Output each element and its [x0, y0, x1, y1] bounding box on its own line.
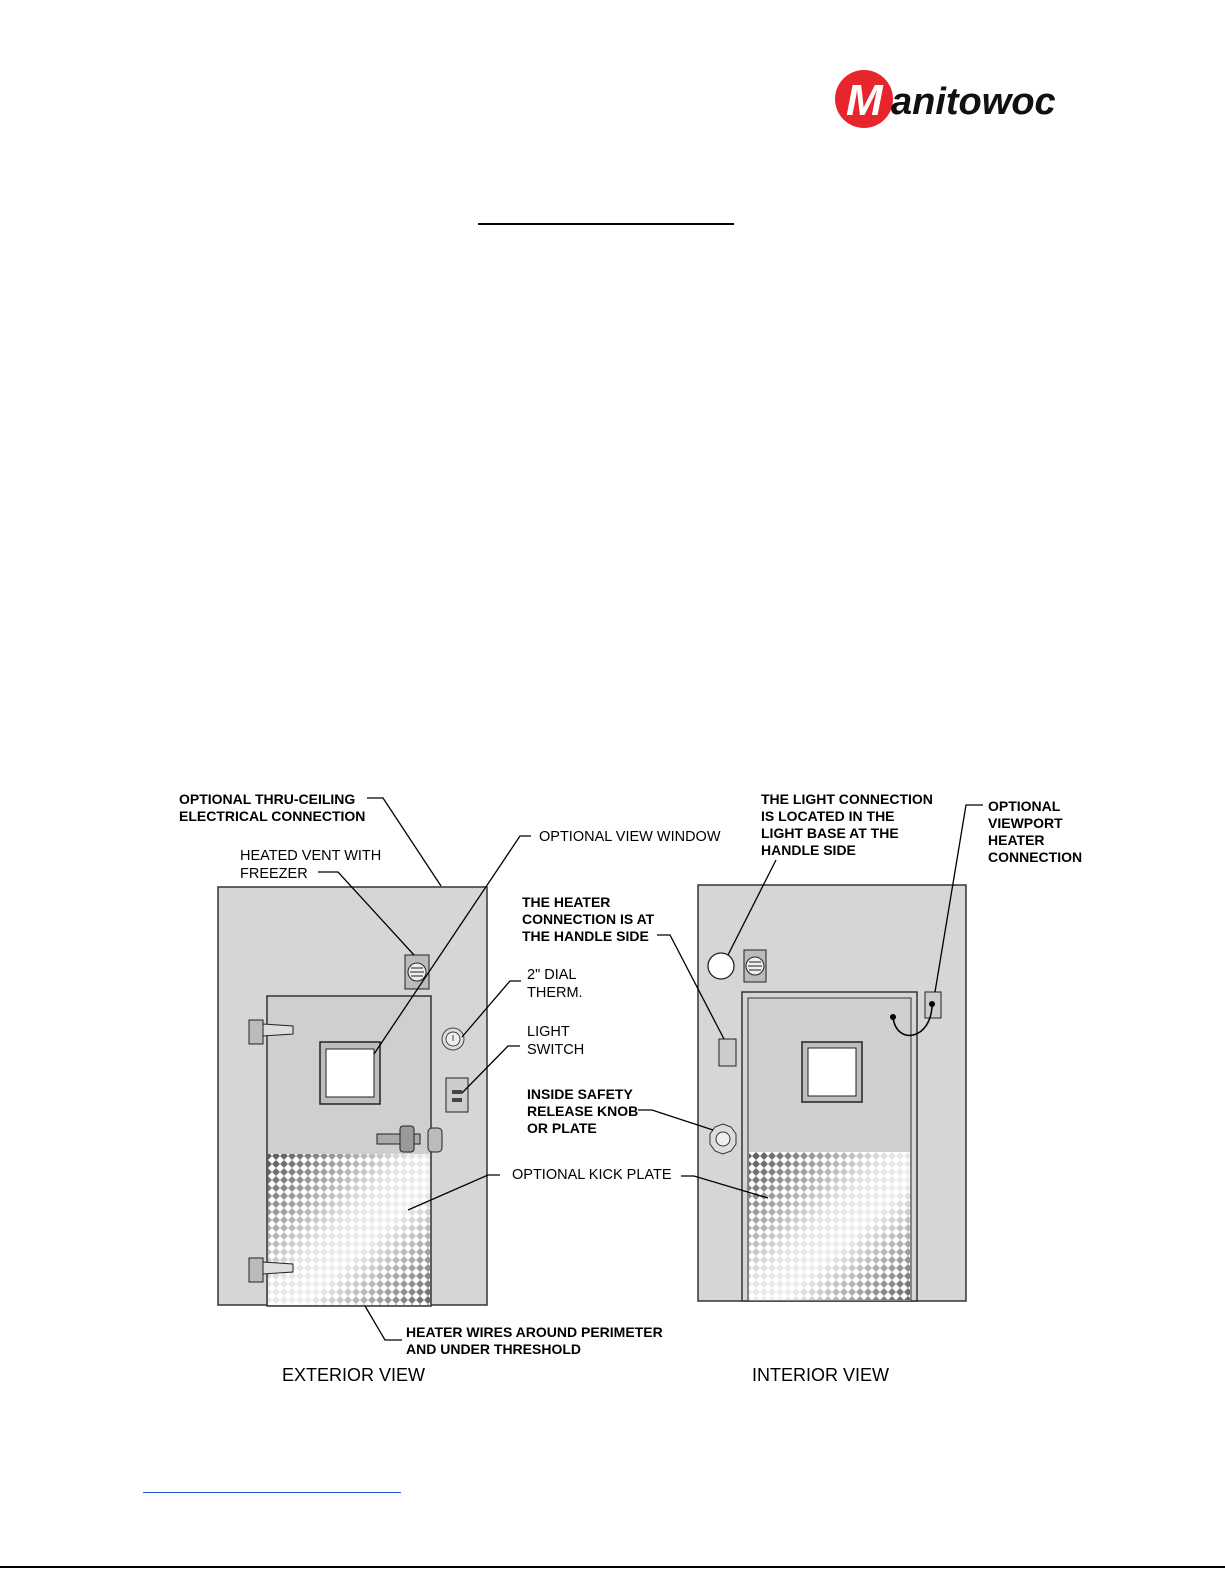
label-light-connection-2: IS LOCATED IN THE	[761, 808, 895, 824]
page-bottom-rule	[0, 1566, 1225, 1568]
exterior-view	[179, 791, 721, 1385]
label-light-switch-1: LIGHT	[527, 1024, 570, 1040]
label-heater-connection-2: CONNECTION IS AT	[522, 911, 655, 927]
label-heater-wires-2: AND UNDER THRESHOLD	[406, 1341, 581, 1357]
label-thru-ceiling-2: ELECTRICAL CONNECTION	[179, 808, 366, 824]
interior-view-caption: INTERIOR VIEW	[752, 1365, 890, 1385]
safety-release-knob-icon	[710, 1124, 736, 1154]
label-heater-wires-1: HEATER WIRES AROUND PERIMETER	[406, 1324, 663, 1340]
heated-vent-icon	[405, 955, 429, 989]
label-heated-vent-2: FREEZER	[240, 866, 308, 882]
dial-thermometer-icon	[442, 1028, 464, 1050]
label-light-connection-4: HANDLE SIDE	[761, 842, 856, 858]
label-safety-release-3: OR PLATE	[527, 1120, 597, 1136]
heater-connection-box	[719, 1039, 736, 1066]
label-heater-connection-1: THE HEATER	[522, 894, 611, 910]
interior-vent-icon	[744, 950, 766, 982]
label-view-window: OPTIONAL VIEW WINDOW	[539, 829, 721, 845]
label-light-connection-1: THE LIGHT CONNECTION	[761, 791, 933, 807]
logo-letter: M	[846, 76, 883, 125]
label-heated-vent-1: HEATED VENT WITH	[240, 848, 382, 864]
label-viewport-heater-3: HEATER	[988, 832, 1045, 848]
label-dial-therm-2: THERM.	[527, 985, 583, 1001]
label-heater-connection-3: THE HANDLE SIDE	[522, 928, 649, 944]
label-viewport-heater-4: CONNECTION	[988, 849, 1083, 865]
light-switch-icon	[446, 1078, 468, 1112]
exterior-view-caption: EXTERIOR VIEW	[282, 1365, 426, 1385]
label-safety-release-2: RELEASE KNOB	[527, 1103, 639, 1119]
footer-link-underline[interactable]	[143, 1492, 401, 1493]
logo-wordmark: anitowoc	[891, 81, 1056, 123]
label-viewport-heater-1: OPTIONAL	[988, 798, 1061, 814]
label-viewport-heater-2: VIEWPORT	[988, 815, 1063, 831]
label-thru-ceiling-1: OPTIONAL THRU-CEILING	[179, 791, 356, 807]
label-light-connection-3: LIGHT BASE AT THE	[761, 825, 899, 841]
label-dial-therm-1: 2" DIAL	[527, 967, 577, 983]
interior-view	[522, 791, 1082, 1385]
light-fixture-icon	[708, 953, 734, 979]
label-safety-release-1: INSIDE SAFETY	[527, 1086, 633, 1102]
label-light-switch-2: SWITCH	[527, 1042, 585, 1058]
label-kick-plate: OPTIONAL KICK PLATE	[512, 1167, 672, 1183]
